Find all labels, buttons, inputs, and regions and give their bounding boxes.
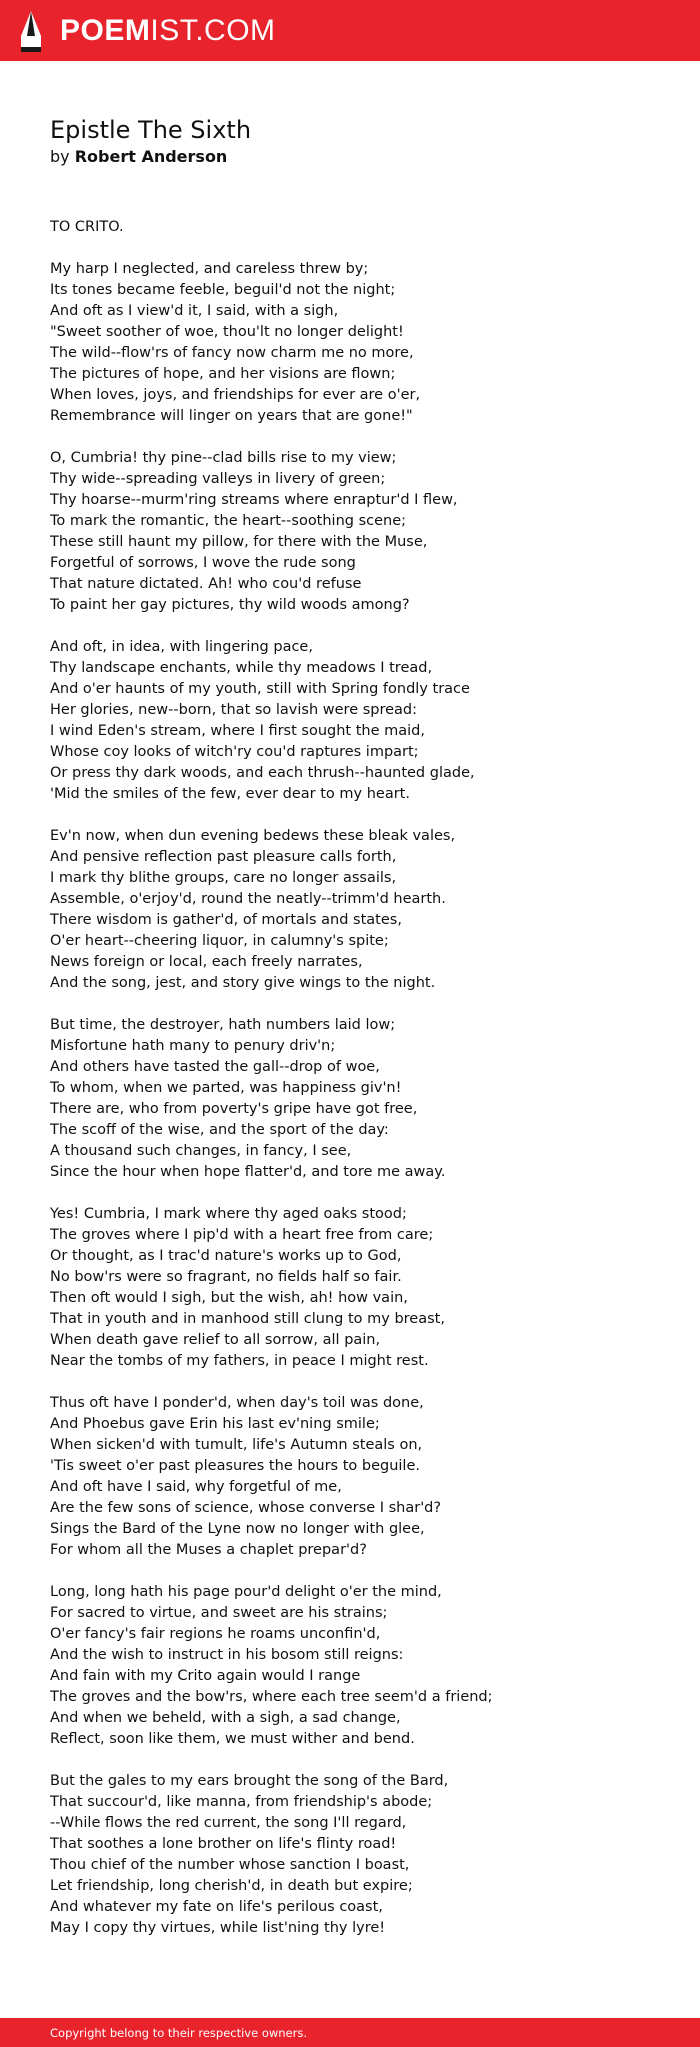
poem-line: A thousand such changes, in fancy, I see, — [50, 1143, 352, 1159]
poem-line: But the gales to my ears brought the song of the Bard, — [50, 1773, 449, 1789]
poem-line: And oft have I said, why forgetful of me, — [50, 1479, 342, 1495]
pen-nib-icon[interactable] — [18, 9, 44, 53]
poem-line: The groves where I pip'd with a heart free from care; — [50, 1227, 434, 1243]
poem-line: O'er fancy's fair regions he roams unconfin'd, — [50, 1626, 381, 1642]
poem-line: Thy landscape enchants, while thy meadows I tread, — [50, 660, 433, 676]
poem-line: That soothes a lone brother on life's flinty road! — [50, 1836, 397, 1852]
poem-line: And whatever my fate on life's perilous coast, — [50, 1899, 383, 1915]
copyright-text: Copyright belong to their respective owners. — [50, 2026, 308, 2040]
poem-line: And pensive reflection past pleasure calls forth, — [50, 849, 397, 865]
poem-line: 'Mid the smiles of the few, ever dear to my heart. — [50, 786, 410, 802]
site-logo[interactable] — [60, 13, 276, 47]
poem-line: Sings the Bard of the Lyne now no longer with glee, — [50, 1521, 425, 1537]
poem-line: And the song, jest, and story give wings to the night. — [50, 975, 436, 991]
poem-line: When sicken'd with tumult, life's Autumn steals on, — [50, 1437, 423, 1453]
poem-body — [50, 217, 670, 1939]
stanza — [50, 448, 670, 616]
site-header — [0, 0, 700, 61]
poem-dedication: TO CRITO. — [50, 219, 124, 235]
poem-line: O'er heart--cheering liquor, in calumny's spite; — [50, 933, 389, 949]
logo-bold-text: POEM — [60, 13, 151, 47]
poem-line: The pictures of hope, and her visions are flown; — [50, 366, 396, 382]
poem-line: Thy wide--spreading valleys in livery of green; — [50, 471, 386, 487]
poem-line: And Phoebus gave Erin his last ev'ning smile; — [50, 1416, 380, 1432]
poem-line: Or thought, as I trac'd nature's works up to God, — [50, 1248, 402, 1264]
poem-line: --While flows the red current, the song I'll regard, — [50, 1815, 407, 1831]
poem-line: My harp I neglected, and careless threw by; — [50, 261, 369, 277]
logo-light-text: IST.COM — [150, 13, 276, 47]
poem-line: That nature dictated. Ah! who cou'd refuse — [50, 576, 362, 592]
poem-line: That succour'd, like manna, from friendship's abode; — [50, 1794, 433, 1810]
poem-line: But time, the destroyer, hath numbers laid low; — [50, 1017, 396, 1033]
poem-line: To mark the romantic, the heart--soothing scene; — [50, 513, 407, 529]
stanza — [50, 826, 670, 994]
poem-line: And the wish to instruct in his bosom still reigns: — [50, 1647, 404, 1663]
site-footer — [0, 2018, 700, 2047]
poem-line: Are the few sons of science, whose converse I shar'd? — [50, 1500, 442, 1516]
stanza — [50, 637, 670, 805]
poem-line: The scoff of the wise, and the sport of the day: — [50, 1122, 389, 1138]
poem-line: Forgetful of sorrows, I wove the rude song — [50, 555, 356, 571]
poem-line: Then oft would I sigh, but the wish, ah! how vain, — [50, 1290, 408, 1306]
poem-line: Whose coy looks of witch'ry cou'd raptures impart; — [50, 744, 419, 760]
poem-container — [50, 115, 670, 1960]
by-label: by — [50, 147, 70, 166]
poem-line: There are, who from poverty's gripe have got free, — [50, 1101, 418, 1117]
poem-line: Its tones became feeble, beguil'd not the night; — [50, 282, 396, 298]
poem-line: When loves, joys, and friendships for ever are o'er, — [50, 387, 421, 403]
poem-line: When death gave relief to all sorrow, all pain, — [50, 1332, 381, 1348]
poem-line: Thou chief of the number whose sanction I boast, — [50, 1857, 410, 1873]
byline — [50, 146, 670, 168]
poem-line: And o'er haunts of my youth, still with Spring fondly trace — [50, 681, 470, 697]
poem-line: No bow'rs were so fragrant, no fields half so fair. — [50, 1269, 402, 1285]
poem-line: And oft as I view'd it, I said, with a sigh, — [50, 303, 339, 319]
stanza — [50, 1393, 670, 1561]
poem-line: Since the hour when hope flatter'd, and tore me away. — [50, 1164, 446, 1180]
stanza — [50, 1771, 670, 1939]
poem-line: Thy hoarse--murm'ring streams where enraptur'd I flew, — [50, 492, 458, 508]
poem-line: To paint her gay pictures, thy wild woods among? — [50, 597, 410, 613]
poem-line: I mark thy blithe groups, care no longer assails, — [50, 870, 397, 886]
poem-line: 'Tis sweet o'er past pleasures the hours to beguile. — [50, 1458, 420, 1474]
poem-line: "Sweet soother of woe, thou'lt no longer delight! — [50, 324, 404, 340]
poem-line: Remembrance will linger on years that are gone!" — [50, 408, 413, 424]
poem-line: The groves and the bow'rs, where each tree seem'd a friend; — [50, 1689, 493, 1705]
stanza — [50, 1582, 670, 1750]
poem-line: There wisdom is gather'd, of mortals and states, — [50, 912, 402, 928]
author-name[interactable]: Robert Anderson — [74, 147, 228, 166]
poem-line: Let friendship, long cherish'd, in death but expire; — [50, 1878, 413, 1894]
poem-title: Epistle The Sixth — [50, 116, 252, 144]
poem-line: Long, long hath his page pour'd delight o'er the mind, — [50, 1584, 442, 1600]
stanza — [50, 1204, 670, 1372]
poem-line: Or press thy dark woods, and each thrush--haunted glade, — [50, 765, 475, 781]
poem-line: Reflect, soon like them, we must wither and bend. — [50, 1731, 415, 1747]
stanza-list — [50, 259, 670, 1939]
poem-line: Thus oft have I ponder'd, when day's toil was done, — [50, 1395, 424, 1411]
poem-line: News foreign or local, each freely narrates, — [50, 954, 363, 970]
stanza — [50, 1015, 670, 1183]
poem-line: For whom all the Muses a chaplet prepar'd? — [50, 1542, 367, 1558]
poem-line: I wind Eden's stream, where I first sought the maid, — [50, 723, 425, 739]
poem-line: To whom, when we parted, was happiness giv'n! — [50, 1080, 402, 1096]
poem-line: May I copy thy virtues, while list'ning thy lyre! — [50, 1920, 386, 1936]
poem-line: These still haunt my pillow, for there with the Muse, — [50, 534, 428, 550]
poem-line: Near the tombs of my fathers, in peace I might rest. — [50, 1353, 429, 1369]
poem-line: The wild--flow'rs of fancy now charm me no more, — [50, 345, 414, 361]
poem-line: For sacred to virtue, and sweet are his strains; — [50, 1605, 388, 1621]
poem-line: Misfortune hath many to penury driv'n; — [50, 1038, 336, 1054]
poem-line: Her glories, new--born, that so lavish were spread: — [50, 702, 418, 718]
poem-line: Yes! Cumbria, I mark where thy aged oaks stood; — [50, 1206, 407, 1222]
poem-line: Ev'n now, when dun evening bedews these bleak vales, — [50, 828, 456, 844]
poem-line: That in youth and in manhood still clung to my breast, — [50, 1311, 445, 1327]
poem-line: And fain with my Crito again would I range — [50, 1668, 361, 1684]
poem-line: And oft, in idea, with lingering pace, — [50, 639, 313, 655]
poem-line: And when we beheld, with a sigh, a sad change, — [50, 1710, 401, 1726]
poem-line: Assemble, o'erjoy'd, round the neatly--trimm'd hearth. — [50, 891, 446, 907]
poem-line: And others have tasted the gall--drop of woe, — [50, 1059, 380, 1075]
poem-line: O, Cumbria! thy pine--clad bills rise to my view; — [50, 450, 397, 466]
stanza — [50, 259, 670, 427]
